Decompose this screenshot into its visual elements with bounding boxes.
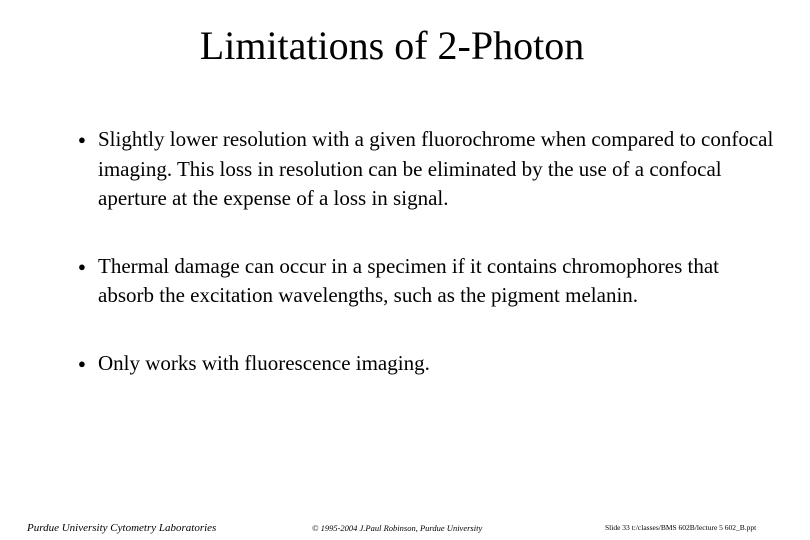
bullet-item-resolution	[78, 125, 778, 214]
bullet-dot-icon: ●	[78, 132, 86, 147]
bullet-dot-icon: ●	[78, 355, 86, 371]
bullet-item-thermal-damage	[78, 252, 778, 311]
bullet-text: Thermal damage can occur in a specimen if it contains chromophores that absorb the excitation wavelengths, such as the pigment melanin.	[98, 253, 720, 307]
bullet-list	[78, 125, 778, 378]
footer-slide-info: Slide 33 t:/classes/BMS 602B/lecture 5 602_B.ppt	[605, 523, 757, 532]
bullet-dot-icon: ●	[78, 258, 86, 274]
bullet-text: Only works with fluorescence imaging.	[98, 350, 430, 375]
footer-copyright: © 1995-2004 J.Paul Robinson, Purdue University	[312, 523, 483, 533]
bullet-item-fluorescence-only	[78, 349, 778, 379]
footer-lab-name: Purdue University Cytometry Laboratories	[27, 522, 217, 534]
slide-title: Limitations of 2-Photon	[199, 23, 585, 68]
bullet-text: Slightly lower resolution with a given fluorochrome when compared to confocal imaging. This loss in resolution can be eliminated by the use of a confocal aperture at the expense of a loss in signal.	[98, 127, 774, 210]
